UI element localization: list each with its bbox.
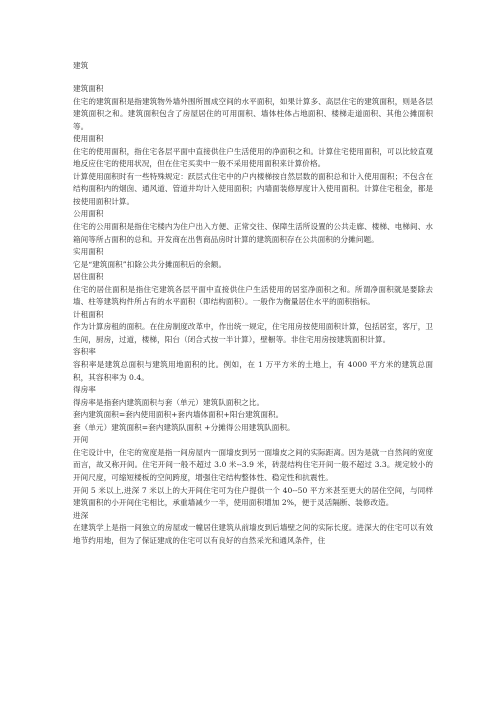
section-heading: 进深 (73, 510, 89, 520)
section-paragraph: 住宅的建筑面积是指建筑物外墙外围所围成空间的水平面积，如果计算多、高层住宅的建筑面积，则是各层建筑面积之和。建筑面积包含了房屋居住的可用面积、墙体柱体占地面积、楼梯走道面积、其他公摊面积等。 (73, 96, 433, 131)
section-heading: 得房率 (73, 385, 96, 395)
section-paragraph: 它是“建筑面积”扣除公共分摊面积后的余额。 (73, 259, 227, 269)
section-heading: 实用面积 (73, 247, 104, 257)
section-paragraph: 得房率是指套内建筑面积与套（单元）建筑队面积之比。 (73, 397, 265, 407)
section-paragraph: 套内建筑面积=套内使用面积+套内墙体面积+阳台建筑面积。 (73, 410, 284, 420)
section-paragraph: 住宅的居住面积是指住宅建筑各层平面中直接供住户生活使用的居室净面积之和。所谓净面积就是要除去墙、柱等建筑构件所占有的水平面积（即结构面积）。一般作为衡量居住水平的面积指标。 (73, 284, 433, 307)
section-paragraph: 住宅设计中，住宅的宽度是指一间房屋内一面墙皮到另一面墙皮之间的实际距离。因为是就一自然间的宽度而言，故又称开间。住宅开间一般不超过 3.0 米--3.9 米，砖混结构住宅开间一般不超过 3.3。规定较小的开间尺度，可缩短楼板的空间跨度，增强住宅结构整体性、稳定性和抗震性。 (73, 447, 433, 482)
section-paragraph: 住宅的使用面积，指住宅各层平面中直接供住户生活使用的净面积之和。计算住宅使用面积，可以比较直观地反应住宅的使用状况，但在住宅买卖中一般不采用使用面积来计算价格。 (73, 146, 433, 169)
section-paragraph: 住宅的公用面积是指住宅楼内为住户出入方便、正常交往、保障生活所设置的公共走廊、楼梯、电梯间、水箱间等所占面积的总和。开发商在出售商品房时计算的建筑面积存在公共面积的分摊问题。 (73, 222, 433, 244)
section-heading: 计租面积 (73, 309, 104, 319)
section-heading: 公用面积 (73, 209, 104, 219)
section-heading: 容积率 (73, 347, 96, 357)
section-heading: 使用面积 (73, 134, 104, 144)
section-paragraph: 开间 5 米以上,进深 7 米以上的大开间住宅可为住户提供一个 40--50 平方米甚至更大的居住空间，与同样建筑面积的小开间住宅相比，承重墙减少一半，使用面积增加 2%，便于灵活隔断、装修改造。 (73, 485, 433, 508)
section-paragraph: 作为计算房租的面积。在住房制度改革中，作出统一规定，住宅用房按使用面积计算，包括居室，客厅，卫生间，厨房，过道，楼梯，阳台（闭合式按一半计算），壁橱等。非住宅用房按建筑面积计算。 (73, 322, 433, 344)
section-paragraph: 计算使用面积时有一些特殊规定：跃层式住宅中的户内楼梯按自然层数的面积总和计入使用面积；不包含在结构面积内的烟囱、通风道、管道井均计入使用面积；内墙面装修厚度计入使用面积。计算住宅租金，都是按使用面积计算。 (73, 171, 433, 206)
section-paragraph: 容积率是建筑总面积与建筑用地面积的比。例如，在 1 万平方米的土地上，有 4000 平方米的建筑总面积，其容积率为 0.4。 (73, 360, 433, 382)
section-heading: 建筑面积 (73, 84, 104, 93)
section-paragraph: 在建筑学上是指一间独立的房屋或一幢居住建筑从前墙皮到后墙壁之间的实际长度。进深大的住宅可以有效地节约用地，但为了保证建成的住宅可以有良好的自然采光和通风条件，住 (73, 523, 433, 545)
section-heading: 开间 (73, 435, 89, 445)
section-paragraph: 套（单元）建筑面积=套内建筑队面积 +分摊得公用建筑队面积。 (73, 422, 295, 432)
section-heading: 居住面积 (73, 272, 104, 282)
document-title: 建筑 (73, 61, 89, 70)
document-body (73, 83, 433, 547)
